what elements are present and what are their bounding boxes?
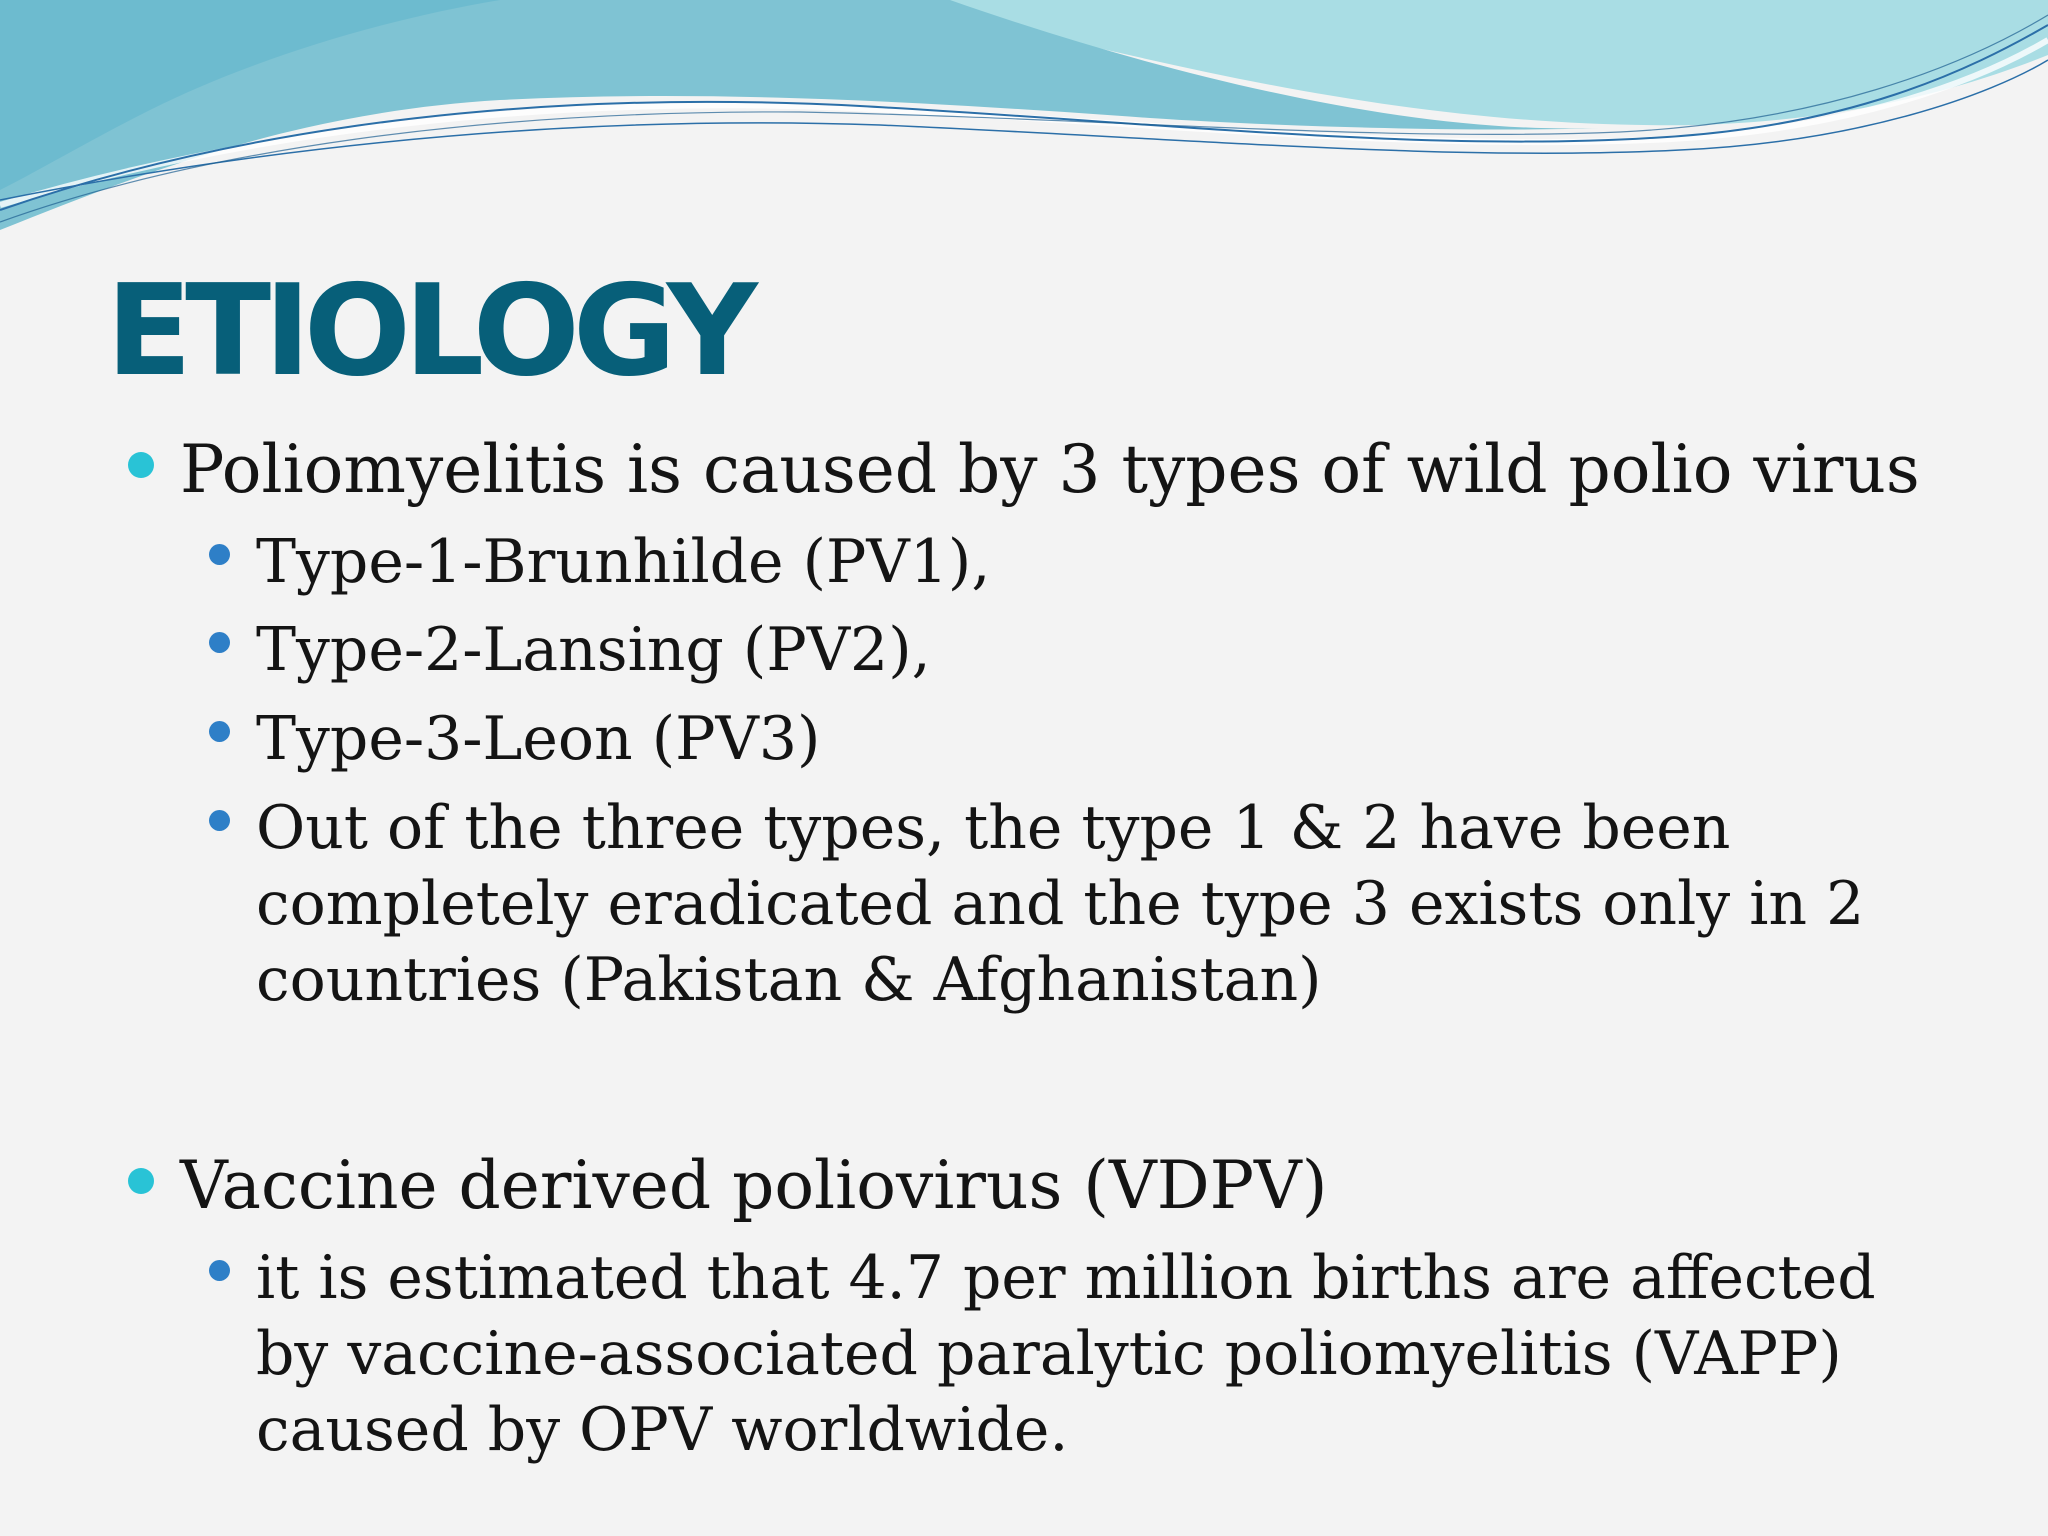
sub-bullet-item: Type-1-Brunhilde (PV1),: [256, 527, 991, 597]
sub-bullet-marker: [209, 1260, 230, 1281]
bullet-item: Vaccine derived poliovirus (VDPV): [180, 1147, 1328, 1224]
sub-bullet-item-line: caused by OPV worldwide.: [256, 1395, 1069, 1465]
sub-bullet-item: Type-2-Lansing (PV2),: [256, 615, 931, 685]
sub-bullet-item-line: Out of the three types, the type 1 & 2 have been: [256, 793, 1731, 863]
bullet-marker: [128, 452, 154, 478]
sub-bullet-item-line: it is estimated that 4.7 per million births are affected: [256, 1243, 1876, 1313]
sub-bullet-marker: [209, 544, 230, 565]
wave-header-decoration: [0, 0, 2048, 240]
slide-title: ETIOLOGY: [106, 257, 751, 404]
sub-bullet-item: Type-3-Leon (PV3): [256, 704, 821, 774]
sub-bullet-marker: [209, 721, 230, 742]
sub-bullet-item-line: by vaccine-associated paralytic poliomyelitis (VAPP): [256, 1319, 1842, 1389]
bullet-marker: [128, 1168, 154, 1194]
sub-bullet-item-line: completely eradicated and the type 3 exists only in 2: [256, 869, 1865, 939]
bullet-item: Poliomyelitis is caused by 3 types of wild polio virus: [180, 431, 1920, 508]
sub-bullet-item-line: countries (Pakistan & Afghanistan): [256, 945, 1322, 1015]
sub-bullet-marker: [209, 810, 230, 831]
sub-bullet-marker: [209, 632, 230, 653]
